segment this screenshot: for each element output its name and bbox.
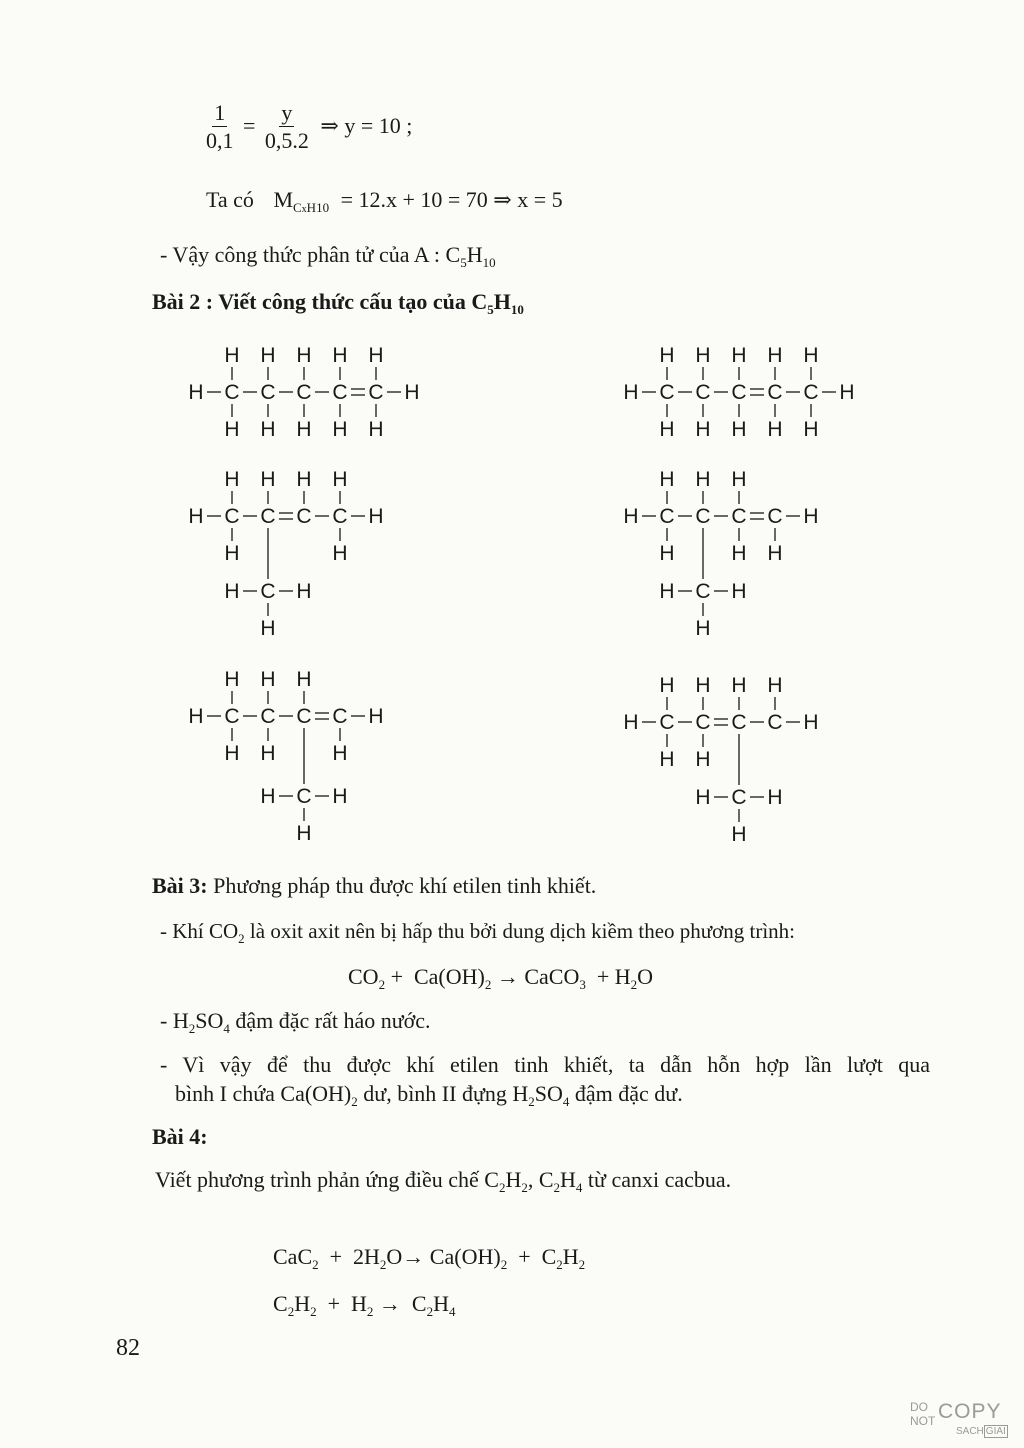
bai4-intro-s4: 4 [575, 1180, 583, 1195]
watermark-brand [956, 1426, 1008, 1437]
hydrogen-atom: H [839, 381, 855, 404]
hydrogen-atom: H [731, 674, 747, 697]
bai4-reaction-2 [262, 1259, 455, 1319]
molar-mass-sub-h: H [306, 200, 317, 215]
hydrogen-atom: H [731, 468, 747, 491]
hydrogen-atom: H [296, 468, 312, 491]
hydrogen-atom: H [188, 505, 204, 528]
hydrogen-atom: H [224, 668, 240, 691]
carbon-atom: C [224, 505, 240, 528]
hydrogen-atom: H [332, 344, 348, 367]
r1-c-sub: 2 [500, 1257, 508, 1272]
r2-e: H [433, 1291, 449, 1316]
hydrogen-atom: H [260, 785, 276, 808]
r2-b-sub: 2 [310, 1304, 317, 1319]
bai3-line2 [160, 1006, 431, 1036]
hydrogen-atom: H [296, 344, 312, 367]
bai2-sub-10: 10 [510, 302, 524, 317]
hydrogen-atom: H [767, 542, 783, 565]
hydrogen-atom: H [188, 381, 204, 404]
bai3-line4-a: bình I chứa Ca(OH) [175, 1081, 352, 1106]
hydrogen-atom: H [296, 668, 312, 691]
carbon-atom: C [659, 381, 675, 404]
bai4-intro-d: H [560, 1167, 576, 1192]
molar-mass-sub-x: x [301, 204, 307, 215]
hydrogen-atom: H [332, 468, 348, 491]
hydrogen-atom: H [296, 580, 312, 603]
hydrogen-atom: H [803, 344, 819, 367]
hydrogen-atom: H [260, 668, 276, 691]
r2-a-sub: 2 [287, 1304, 295, 1319]
r1-a-sub: 2 [312, 1257, 319, 1272]
watermark-do: DO [910, 1400, 928, 1414]
bai3-title-label: Bài 3: [152, 873, 208, 898]
r1-e-sub: 2 [578, 1257, 586, 1272]
bai4-intro-c: , C [527, 1167, 554, 1192]
bai4-title-label: Bài 4: [152, 1124, 208, 1149]
hydrogen-atom: H [659, 674, 675, 697]
bai2-heading [152, 287, 524, 317]
bai2-h: H [493, 289, 511, 314]
bai3-line3 [160, 1050, 930, 1080]
hydrogen-atom: H [224, 344, 240, 367]
hydrogen-atom: H [260, 344, 276, 367]
carbon-atom: C [332, 381, 348, 404]
hydrogen-atom: H [695, 344, 711, 367]
hydrogen-atom: H [188, 705, 204, 728]
hydrogen-atom: H [695, 674, 711, 697]
r2-c-sub: 2 [366, 1304, 374, 1319]
hydrogen-atom: H [260, 742, 276, 765]
bai3-line4-b: dư, bình II đựng H [357, 1081, 529, 1106]
carbon-atom: C [224, 381, 240, 404]
hydrogen-atom: H [659, 580, 675, 603]
carbon-atom: C [767, 381, 783, 404]
hydrogen-atom: H [623, 381, 639, 404]
hydrogen-atom: H [767, 674, 783, 697]
bai3-title [152, 871, 596, 901]
hydrogen-atom: H [659, 344, 675, 367]
r-caoh-sub: 2 [484, 977, 492, 992]
hydrogen-atom: H [224, 418, 240, 441]
hydrogen-atom: H [695, 468, 711, 491]
bai3-line3-text: - Vì vậy để thu được khí etilen tinh khiết, ta dẫn hỗn hợp lần lượt qua [160, 1052, 930, 1077]
carbon-atom: C [695, 580, 711, 603]
r1-a: CaC [273, 1244, 313, 1269]
hydrogen-atom: H [803, 711, 819, 734]
r1-b-sub: 2 [379, 1257, 387, 1272]
bai3-line1-sub: 2 [238, 931, 245, 946]
hydrogen-atom: H [803, 418, 819, 441]
r2-b: H [294, 1291, 311, 1316]
bai3-line4-sub2: 2 [528, 1094, 535, 1109]
molar-mass-sub-10: 10 [316, 200, 330, 215]
hydrogen-atom: H [332, 418, 348, 441]
hydrogen-atom: H [368, 418, 384, 441]
hydrogen-atom: H [695, 786, 711, 809]
page-number: 82 [116, 1335, 140, 1361]
hydrogen-atom: H [260, 468, 276, 491]
r1-c: O→ Ca(OH) [386, 1244, 501, 1269]
carbon-atom: C [332, 505, 348, 528]
carbon-atom: C [695, 381, 711, 404]
carbon-atom: C [332, 705, 348, 728]
hydrogen-atom: H [224, 580, 240, 603]
hydrogen-atom: H [659, 748, 675, 771]
bai3-line2-a: - H [160, 1008, 189, 1033]
r1-e: H [562, 1244, 579, 1269]
carbon-atom: C [260, 381, 276, 404]
hydrogen-atom: H [368, 705, 384, 728]
formula-h: H [466, 242, 483, 267]
hydrogen-atom: H [368, 344, 384, 367]
bai3-line2-c: đậm đặc rất háo nước. [229, 1008, 431, 1033]
hydrogen-atom: H [767, 418, 783, 441]
bai4-intro-s2: 2 [521, 1180, 528, 1195]
hydrogen-atom: H [224, 542, 240, 565]
fraction-1-denominator: 0,1 [206, 128, 234, 153]
watermark-not: NOT [910, 1414, 936, 1428]
r2-e-sub: 4 [448, 1304, 456, 1319]
r2-d: → C [373, 1291, 427, 1316]
hydrogen-atom: H [623, 711, 639, 734]
hydrogen-atom: H [731, 542, 747, 565]
carbon-atom: C [296, 381, 312, 404]
hydrogen-atom: H [695, 617, 711, 640]
bai3-reaction [348, 962, 653, 992]
carbon-atom: C [695, 505, 711, 528]
r-caco: → CaCO [491, 964, 580, 989]
hydrogen-atom: H [224, 742, 240, 765]
r-co-sub: 2 [378, 977, 386, 992]
bai4-intro-s3: 2 [553, 1180, 561, 1195]
carbon-atom: C [659, 505, 675, 528]
carbon-atom: C [767, 505, 783, 528]
hydrogen-atom: H [695, 418, 711, 441]
r2-d-sub: 2 [426, 1304, 434, 1319]
bai3-line1-a: - Khí CO [160, 919, 239, 943]
hydrogen-atom: H [332, 742, 348, 765]
hydrogen-atom: H [731, 418, 747, 441]
bai4-intro [155, 1165, 731, 1195]
r-caoh: + Ca(OH) [385, 964, 485, 989]
equals-sign: = [243, 112, 256, 138]
r-h-sub: 2 [630, 977, 638, 992]
hydrogen-atom: H [659, 542, 675, 565]
fraction-1 [206, 100, 234, 155]
carbon-atom: C [260, 580, 276, 603]
r1-b: + 2H [318, 1244, 380, 1269]
carbon-atom: C [731, 381, 747, 404]
bai4-intro-e: từ canxi cacbua. [582, 1167, 732, 1192]
hydrogen-atom: H [404, 381, 420, 404]
fraction-2 [265, 100, 309, 155]
hydrogen-atom: H [332, 785, 348, 808]
hydrogen-atom: H [767, 786, 783, 809]
molar-mass-rest: = 12.x + 10 = 70 ⇒ x = 5 [340, 187, 563, 212]
fraction-2-denominator: 0,5.2 [264, 128, 309, 153]
r-co: CO [348, 964, 379, 989]
bai3-line1-b: là oxit axit nên bị hấp thu bởi dung dịch kiềm theo phương trình: [244, 919, 796, 943]
bai3-line2-sub2: 4 [223, 1021, 230, 1036]
molar-mass-prefix: Ta có [206, 187, 254, 212]
hydrogen-atom: H [731, 823, 747, 846]
watermark-brand-b: GIAI [985, 1426, 1006, 1437]
formula-sub-5: 5 [460, 255, 467, 270]
formula-conclusion-text: - Vậy công thức phân tử của A : C [160, 242, 461, 267]
watermark-copy: COPY [938, 1400, 1002, 1423]
r1-d-sub: 2 [556, 1257, 563, 1272]
bai3-line4-sub1: 2 [351, 1094, 358, 1109]
fraction-result: ⇒ y = 10 ; [320, 112, 413, 138]
hydrogen-atom: H [368, 505, 384, 528]
molar-mass-equation [206, 185, 563, 215]
r2-a: C [273, 1291, 288, 1316]
carbon-atom: C [767, 711, 783, 734]
bai4-intro-s1: 2 [498, 1180, 506, 1195]
bai3-line2-sub1: 2 [188, 1021, 196, 1036]
hydrogen-atom: H [260, 617, 276, 640]
formula-sub-10: 10 [482, 255, 496, 270]
hydrogen-atom: H [296, 822, 312, 845]
bai3-line1 [160, 916, 795, 946]
molar-mass-symbol: M [273, 187, 293, 212]
bai2-sub-5: 5 [487, 302, 494, 317]
carbon-atom: C [731, 711, 747, 734]
formula-conclusion [160, 240, 496, 270]
hydrogen-atom: H [659, 468, 675, 491]
carbon-atom: C [368, 381, 384, 404]
hydrogen-atom: H [731, 580, 747, 603]
hydrogen-atom: H [296, 418, 312, 441]
bai4-intro-b: H [505, 1167, 522, 1192]
hydrogen-atom: H [332, 542, 348, 565]
hydrogen-atom: H [803, 505, 819, 528]
carbon-atom: C [296, 505, 312, 528]
fraction-2-numerator: y [281, 100, 293, 125]
copy-watermark [908, 1398, 1008, 1444]
r1-d: + C [507, 1244, 557, 1269]
bai4-intro-a: Viết phương trình phản ứng điều chế C [155, 1167, 499, 1192]
carbon-atom: C [296, 785, 312, 808]
bai3-title-text: Phương pháp thu được khí etilen tinh khiết. [207, 873, 597, 898]
r2-c: + H [316, 1291, 367, 1316]
hydrogen-atom: H [695, 748, 711, 771]
carbon-atom: C [803, 381, 819, 404]
structural-formulas [0, 330, 1024, 850]
carbon-atom: C [731, 786, 747, 809]
hydrogen-atom: H [659, 418, 675, 441]
carbon-atom: C [224, 705, 240, 728]
bai3-line4-c: SO [534, 1081, 563, 1106]
r-caco-sub: 3 [579, 977, 586, 992]
fraction-equation [206, 100, 412, 155]
hydrogen-atom: H [767, 344, 783, 367]
fraction-1-numerator: 1 [214, 100, 226, 125]
bai3-line2-b: SO [195, 1008, 224, 1033]
watermark-brand-a: SACH [956, 1426, 984, 1437]
bai3-line4-sub3: 4 [562, 1094, 570, 1109]
r-o: O [637, 964, 654, 989]
hydrogen-atom: H [224, 468, 240, 491]
bai3-line4 [175, 1079, 683, 1109]
r-h: + H [585, 964, 631, 989]
carbon-atom: C [296, 705, 312, 728]
molar-mass-sub-c: C [293, 200, 302, 215]
carbon-atom: C [659, 711, 675, 734]
bai3-line4-d: đậm đặc dư. [569, 1081, 683, 1106]
bai4-title [152, 1122, 208, 1152]
carbon-atom: C [695, 711, 711, 734]
carbon-atom: C [260, 505, 276, 528]
hydrogen-atom: H [260, 418, 276, 441]
hydrogen-atom: H [731, 344, 747, 367]
carbon-atom: C [260, 705, 276, 728]
hydrogen-atom: H [623, 505, 639, 528]
bai2-heading-text: Bài 2 : Viết công thức cấu tạo của C [152, 289, 488, 314]
carbon-atom: C [731, 505, 747, 528]
